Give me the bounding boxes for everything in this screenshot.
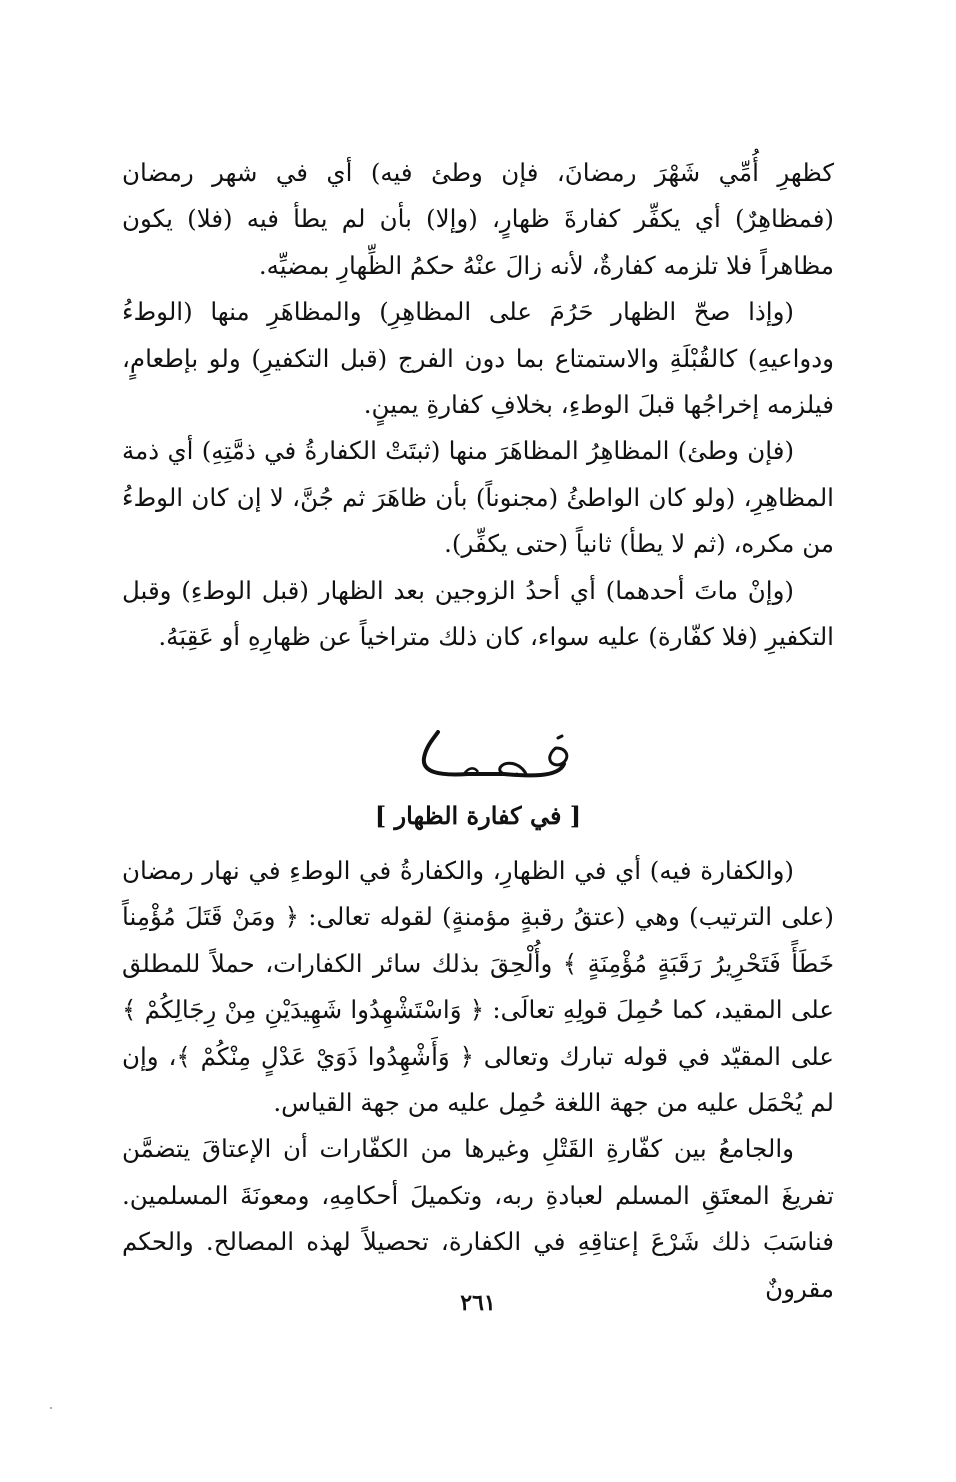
paragraph: (وإذا صحّ الظهار حَرُمَ على المظاهِرِ) والمظاهَرِ منها (الوطءُ ودواعيهِ) كالقُبْلَةِ والاستمتاع بما دون الفرج (قبل التكفيرِ) ولو بإطعامٍ، فيلزمه إخراجُها قبلَ الوطءِ، بخلافِ كفارةِ يمينٍ. — [122, 297, 834, 420]
fasl-calligraphy-ornament — [408, 728, 578, 798]
section-title: [ في كفارة الظهار ] — [374, 801, 582, 830]
paragraph: كظهرِ أُمِّي شَهْرَ رمضانَ، فإن وطئ فيه) أي في شهر رمضان (فمظاهِرٌ) أي يكفِّر كفارةَ ظهارٍ، (وإلا) بأن لم يطأ فيه (فلا) يكون مظاهراً فلا تلزمه كفارةٌ، لأنه زالَ عنْهُ حكمُ الظِّهارِ بمضيِّه. — [122, 158, 834, 280]
page-number: ٢٦١ — [460, 1290, 496, 1316]
paragraph: والجامعُ بين كفّارةِ القَتْلِ وغيرها من الكفّارات أن الإعتاقَ يتضمَّن تفريغَ المعتَقِ المسلم لعبادةِ ربه، وتكميلَ أحكامِهِ، ومعونَةَ المسلمين. فناسَبَ ذلك شَرْعَ إعتاقِهِ في الكفارة، تحصيلاً لهذه المصالح. والحكم مقرونٌ — [122, 1134, 834, 1303]
text-block-bottom — [122, 848, 834, 1312]
paragraph: (والكفارة فيه) أي في الظهارِ، والكفارةُ في الوطءِ في نهار رمضان (على الترتيب) وهي (عتقُ رقبةٍ مؤمنةٍ) لقوله تعالى: ﴿ ومَنْ قَتَلَ مُؤْمِناً خَطَأً فَتَحْرِيرُ رَقَبَةٍ مُؤْمِنَةٍ ﴾ وأُلْحِقَ بذلك سائر الكفارات، حملاً للمطلق على المقيد، كما حُمِلَ قولِهِ تعالَى: ﴿ وَاسْتَشْهِدُوا شَهِيدَيْنِ مِنْ رِجَالِكُمْ ﴾ على المقيّد في قوله تبارك وتعالى ﴿ وَأَشْهِدُوا ذَوَيْ عَدْلٍ مِنْكُمْ ﴾، وإن لم يُحْمَل عليه من جهة اللغة حُمِل عليه من جهة القياس. — [122, 856, 834, 1118]
text-block-top — [122, 150, 834, 660]
paragraph: (فإن وطئ) المظاهِرُ المظاهَرَ منها (ثبتَتْ الكفارةُ في ذمَّتِهِ) أي ذمة المظاهِرِ، (ولو كان الواطئُ (مجنوناً) بأن ظاهَرَ ثم جُنَّ، لا إن كان الوطءُ من مكره، (ثم لا يطأ) ثانياً (حتى يكفِّر). — [122, 436, 834, 559]
paragraph: (وإنْ ماتَ أحدهما) أي أحدُ الزوجين بعد الظهار (قبل الوطءِ) وقبل التكفيرِ (فلا كفّارة) عليه سواء، كان ذلك متراخياً عن ظهارِهِ أو عَقِبَهُ. — [122, 575, 834, 652]
scan-speck — [50, 1407, 52, 1409]
